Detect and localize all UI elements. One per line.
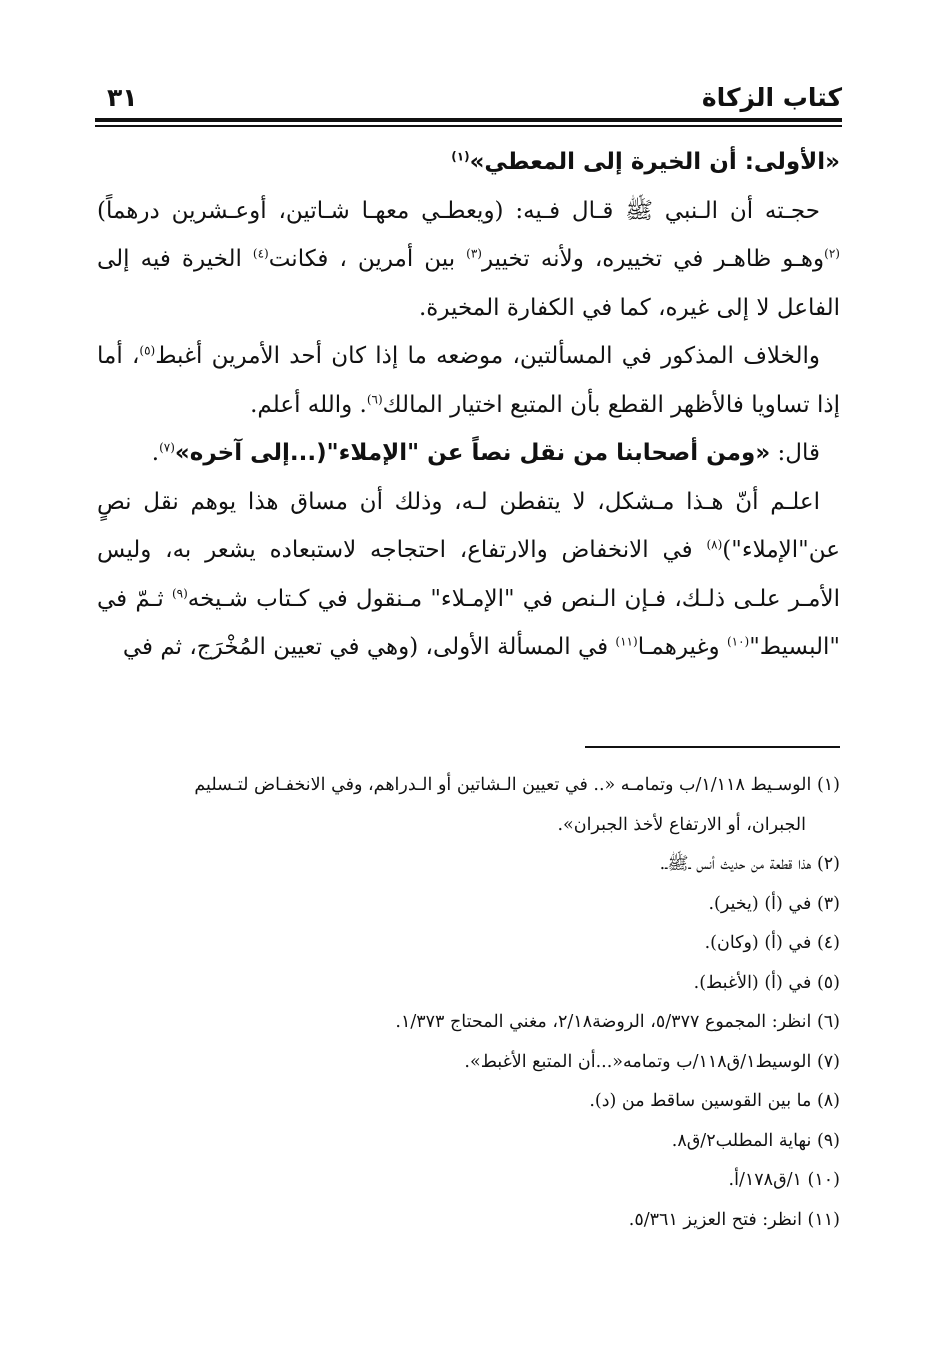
running-header (95, 80, 842, 116)
paragraph-2 (97, 332, 840, 429)
footnote-ref: (٤) (252, 246, 269, 261)
footnote-text: نهاية المطلب٢/ق٨. (671, 1130, 812, 1151)
header-rule-thin (95, 125, 842, 127)
text-run: في الانخفاض والارتفاع، احتجاجه لاستبعاده يشعر به، وليس الأمـر علـى ذلـك، فـإن الـنص في "الإمـلاء" مـنقول في كـتاب شـيخه (97, 537, 840, 612)
footnote-ref: (٩) (171, 585, 188, 600)
footnote (97, 1161, 840, 1201)
heading-text: «الأولى: أن الخيرة إلى المعطي» (469, 149, 840, 175)
footnote-number: (٣) (816, 893, 840, 914)
footnote-ref: (٧) (159, 440, 175, 455)
footnote-ref: (٢) (824, 246, 840, 261)
footnote-number: (٧) (816, 1051, 840, 1072)
text-run: ، أما إذا تساويا فالأظهر القطع بأن المتبع اختيار المالك (97, 343, 840, 418)
text-run: بين أمرين ، فكانت (268, 246, 467, 272)
footnote-continuation: الجبران، أو الارتفاع لأخذ الجبران». (557, 814, 806, 835)
footnote-text: في (أ) (يخير). (708, 893, 812, 914)
footnote-text: في (أ) (وكان). (704, 933, 812, 953)
footnotes (97, 766, 840, 1240)
footnote (97, 1003, 840, 1043)
section-heading (97, 138, 840, 187)
footnote (97, 964, 840, 1004)
footnote-text: الوسـيط ١/١١٨/ب وتمامـه «.. في تعيين الـشاتين أو الـدراهم، وفي الانخفـاض لتـسليم (194, 775, 812, 795)
text-run: والخلاف المذكور في المسألتين، موضعه ما إذا كان أحد الأمرين أغبط (155, 343, 820, 369)
footnote-ref: (١) (451, 149, 470, 164)
footnote (97, 1201, 840, 1241)
footnote-number: (٦) (816, 1012, 840, 1032)
text-run: في المسألة الأولى، (وهي في تعيين المُخْرَج، ثم في (122, 634, 616, 660)
footnote-text: انظر: فتح العزيز ٥/٣٦١. (628, 1209, 802, 1230)
paragraph-1 (97, 187, 840, 333)
main-body (97, 138, 840, 672)
footnote-number: (١٠) (807, 1170, 840, 1190)
footnote-ref: (٣) (466, 246, 482, 261)
footnote (97, 845, 840, 885)
footnote-ref: (١١) (615, 634, 638, 649)
footnote (97, 1043, 840, 1083)
footnote (97, 1122, 840, 1162)
footnote (97, 766, 840, 845)
text-run: . (151, 440, 160, 466)
footnote-number: (٩) (816, 1130, 840, 1151)
footnote-number: (١١) (807, 1209, 840, 1230)
quoted-text: «ومن أصحابنا من نقل نصاً عن "الإملاء"(...إلى آخره» (174, 440, 771, 466)
page-number: ٣١ (107, 83, 138, 112)
paragraph-3 (97, 429, 840, 478)
header-title: كتاب الزكاة (701, 83, 842, 112)
footnote-number: (٢) (816, 854, 840, 874)
text-run: الخيرة فيه إلى الفاعل لا إلى غيره، كما في الكفارة المخيرة. (97, 246, 840, 321)
text-run: حجـته أن الـنبي ﷺ قـال فـيه: (ويعطـي معهـا شـاتين، أوعـشرين درهماً) (97, 197, 820, 224)
footnote-number: (٤) (816, 933, 840, 953)
paragraph-4 (97, 478, 840, 672)
footnote-text: ما بين القوسين ساقط من (د). (589, 1091, 812, 1111)
header-rule-thick (95, 118, 842, 122)
footnote-ref: (١٠) (726, 634, 750, 649)
footnote-text: في (أ) (الأغبط). (693, 972, 812, 993)
text-run: . والله أعلم. (250, 391, 367, 418)
text-run: ثـمّ في "البسيط" (97, 585, 840, 660)
footnote-number: (١) (816, 775, 840, 795)
footnote (97, 924, 840, 964)
footnote-separator (585, 746, 840, 748)
footnote-text: الوسيط١/ق١١٨/ب وتمامه«...أن المتبع الأغبط». (464, 1051, 812, 1072)
footnote (97, 885, 840, 925)
footnote-ref: (٨) (706, 537, 723, 552)
footnote-ref: (٥) (139, 343, 156, 358)
footnote-number: (٥) (816, 972, 840, 993)
text-run: قال: (770, 440, 820, 466)
footnote-text: هذا قطعة من حديث أنس ـ‌ﷺ‌ـ. (659, 854, 812, 874)
footnote-number: (٨) (816, 1091, 840, 1111)
text-run: اعلـم أنّ هـذا مـشكل، لا يتفطن لـه، وذلك أن مساق هذا يوهم نقل نصٍ عن"الإملاء") (97, 488, 840, 563)
text-run: وهـو ظاهـر في تخييره، ولأنه تخيير (481, 246, 825, 272)
footnote-text: ١/ق١٧٨/أ. (728, 1170, 802, 1190)
footnote-text: انظر: المجموع ٥/٣٧٧، الروضة٢/١٨، مغني المحتاج ١/٣٧٣. (395, 1012, 812, 1032)
footnote (97, 1082, 840, 1122)
footnote-ref: (٦) (366, 391, 383, 406)
text-run: وغيرهمـا (637, 634, 727, 660)
